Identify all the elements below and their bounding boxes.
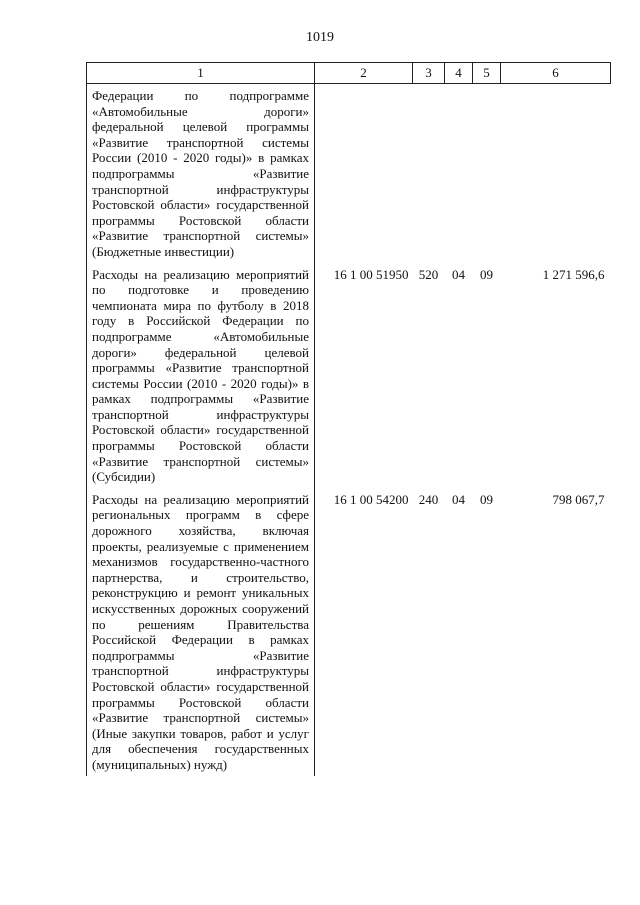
subsection-code: 09 xyxy=(480,491,493,507)
budget-table xyxy=(86,62,611,776)
table-row xyxy=(87,263,611,488)
subsection-code xyxy=(473,84,501,263)
table-row xyxy=(87,488,611,776)
section-code: 04 xyxy=(452,491,465,507)
column-header: 1 xyxy=(87,63,315,84)
column-header: 6 xyxy=(501,63,611,84)
expense-type-code: 240 xyxy=(418,491,439,507)
target-article-code: 16 1 00 51950 xyxy=(333,266,409,282)
column-header: 2 xyxy=(315,63,413,84)
amount-value: 1 271 596,6 xyxy=(542,266,605,282)
expense-type-code xyxy=(413,84,445,263)
target-article-code xyxy=(315,84,413,263)
column-header: 3 xyxy=(413,63,445,84)
row-description: Расходы на реализацию мероприятий по подготовке и проведению чемпионата мира по футболу в 2018 году в Российской Федерации по подпрограмме «Автомобильные дороги» федеральной целевой программы «Развитие транспортной системы России (2010 - 2020 годы)» в рамках подпрограммы «Развитие транспортной инфраструктуры Ростовской области» государственной программы Ростовской области «Развитие транспортной системы» (Субсидии) xyxy=(87,263,315,488)
section-code: 04 xyxy=(452,266,465,282)
subsection-code: 09 xyxy=(480,266,493,282)
table-header-row xyxy=(87,63,611,84)
target-article-code: 16 1 00 54200 xyxy=(333,491,409,507)
column-header: 4 xyxy=(445,63,473,84)
amount-value xyxy=(501,84,611,263)
page-number: 1019 xyxy=(306,30,334,45)
expense-type-code: 520 xyxy=(418,266,439,282)
section-code xyxy=(445,84,473,263)
row-description: Расходы на реализацию мероприятий региональных программ в сфере дорожного хозяйства, включая проекты, реализуемые с применением механизмов государственно-частного партнерства, и строительство, реконструкцию и ремонт уникальных искусственных дорожных сооружений по решениям Правительства Российской Федерации в рамках подпрограммы «Развитие транспортной инфраструктуры Ростовской области» государственной программы Ростовской области «Развитие транспортной системы» (Иные закупки товаров, работ и услуг для обеспечения государственных (муниципальных) нужд) xyxy=(87,488,315,776)
row-description: Федерации по подпрограмме «Автомобильные дороги» федеральной целевой программы «Развитие транспортной системы России (2010 - 2020 годы)» в рамках подпрограммы «Развитие транспортной инфраструктуры Ростовской области» государственной программы Ростовской области «Развитие транспортной системы» (Бюджетные инвестиции) xyxy=(87,84,315,263)
table-row xyxy=(87,84,611,263)
amount-value: 798 067,7 xyxy=(552,491,605,507)
column-header: 5 xyxy=(473,63,501,84)
